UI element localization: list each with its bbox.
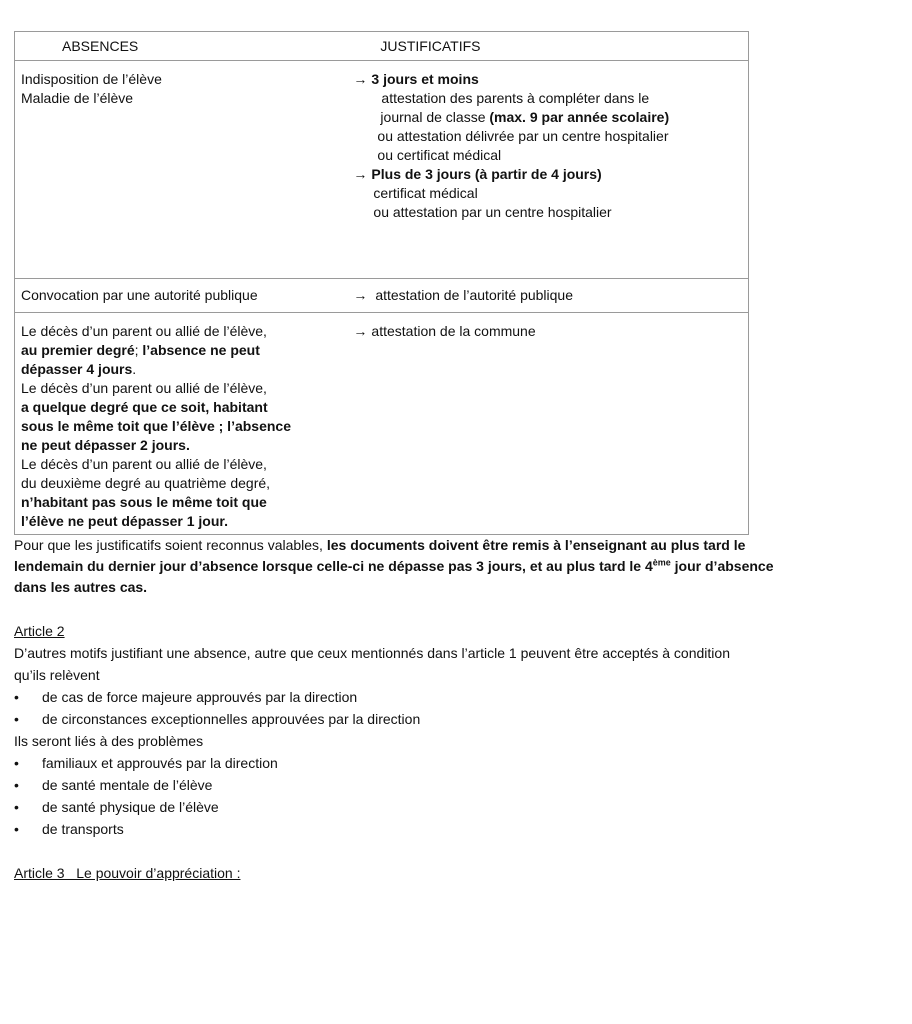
bullet-icon: • <box>14 777 19 793</box>
bullet-icon: • <box>14 755 19 771</box>
table-row-maladie <box>15 61 749 279</box>
list-item: • de santé mentale de l’élève <box>14 774 894 796</box>
bullet-icon: • <box>14 799 19 815</box>
arrow-icon: → <box>353 323 368 339</box>
table-header-row <box>15 32 749 61</box>
bullet-icon: • <box>14 689 19 705</box>
row3-absence-cell: Le décès d’un parent ou allié de l’élève, au premier degré; l’absence ne peut dépasser 4 jours. Le décès d’un parent ou allié de l’élève, a quelque degré que ce soit, habitant sous le même toit que l’élève ; l’absence ne peut dépasser 2 jours. Le décès d’un parent ou allié de l’élève, du deuxième degré au quatrième degré, n’habitant pas sous le même toit que l’élève ne peut dépasser 1 jour. <box>15 313 354 535</box>
article-2: Article 2 D’autres motifs justifiant une absence, autre que ceux mentionnés dans l’article 1 peuvent être acceptés à condition qu’ils relèvent • de cas de force majeure approuvés par la direction • de circonstances exceptionnelles approuvées par la direction Ils seront liés à des problèmes • familiaux et approuvés par la direction • de santé mentale de l’élève • de santé physique de l’élève • de transports <box>14 620 894 840</box>
header-justificatifs: JUSTIFICATIFS <box>380 37 481 54</box>
arrow-icon: → <box>353 71 368 87</box>
absences-table <box>14 31 749 535</box>
bullet-icon: • <box>14 711 19 727</box>
arrow-icon: → <box>353 166 368 182</box>
header-absences: ABSENCES <box>62 37 139 54</box>
table-row-convocation <box>15 279 749 313</box>
row1-absence-cell <box>15 61 354 279</box>
article-2-title: Article 2 <box>14 623 65 639</box>
list-item: • de circonstances exceptionnelles approuvées par la direction <box>14 708 894 730</box>
list-item: • familiaux et approuvés par la direction <box>14 752 894 774</box>
row2-absence-cell: Convocation par une autorité publique <box>15 279 354 313</box>
table-row-deces <box>15 313 749 535</box>
list-item: • de transports <box>14 818 894 840</box>
row1-left-line1: Indisposition de l’élève <box>21 71 162 87</box>
arrow-icon: → <box>353 287 368 303</box>
list-item: • de cas de force majeure approuvés par la direction <box>14 686 894 708</box>
row2-justificatif-cell: → attestation de l’autorité publique <box>353 279 748 313</box>
article-3-title: Article 3 Le pouvoir d’appréciation : <box>14 865 241 881</box>
row1-left-line2: Maladie de l’élève <box>21 90 134 106</box>
delay-paragraph: Pour que les justificatifs soient reconnus valables, les documents doivent être remis à l’enseignant au plus tard le lendemain du dernier jour d’absence lorsque celle-ci ne dépasse pas 3 jours, et au plus tard le 4ème jour d’absence dans les autres cas. <box>14 537 774 595</box>
row3-justificatif-cell: → attestation de la commune <box>353 313 748 535</box>
row1-justificatif-cell: → 3 jours et moins attestation des parents à compléter dans le journal de classe (max. 9 par année scolaire) ou attestation délivrée par un centre hospitalier ou certificat médical → Plus de 3 jours (à partir de 4 jours) certificat médical ou attestation par un centre hospitalier <box>353 61 748 279</box>
list-item: • de santé physique de l’élève <box>14 796 894 818</box>
article-3 <box>14 862 894 884</box>
document <box>14 31 894 884</box>
bullet-icon: • <box>14 821 19 837</box>
